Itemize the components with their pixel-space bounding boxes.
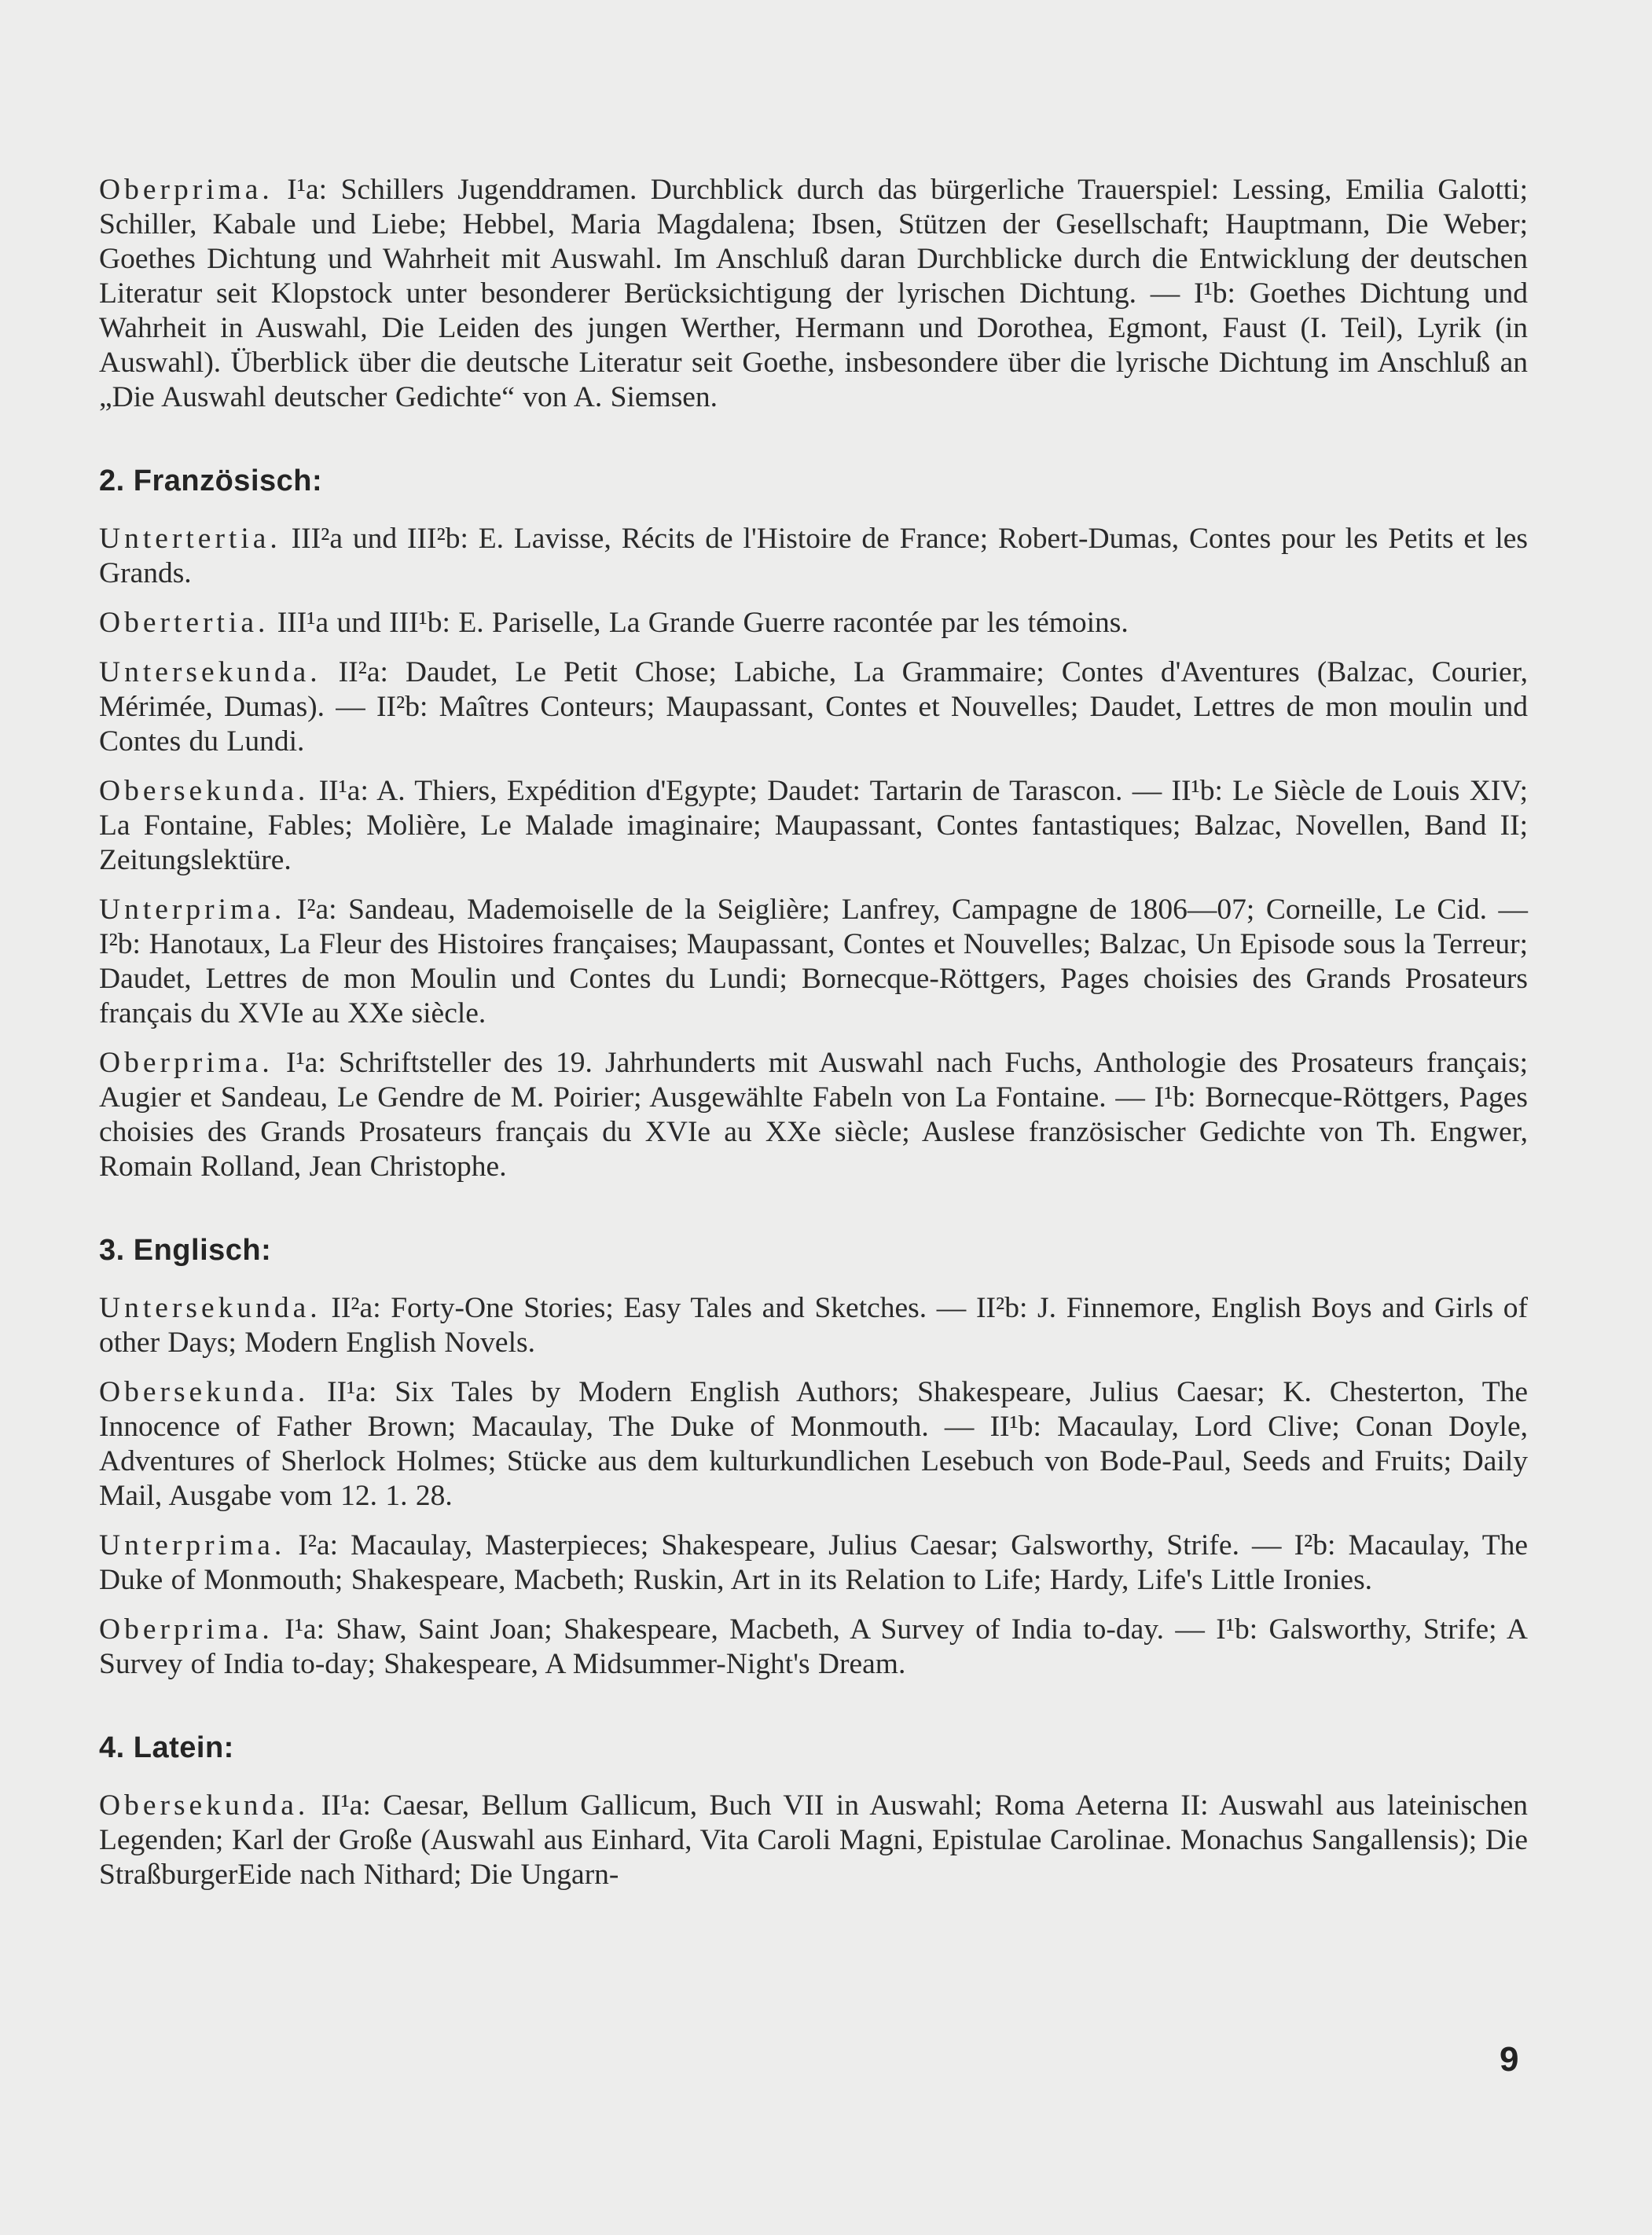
section-latein xyxy=(99,1730,1528,1892)
franz-untertertia-paragraph xyxy=(99,522,1528,591)
section-franzoesisch xyxy=(99,464,1528,1184)
reading-list-text: III²a und III²b: E. Lavisse, Récits de l'Histoire de France; Robert-Dumas, Contes pour les Petits et les Grands. xyxy=(99,523,1529,589)
reading-list-text: I¹a: Schillers Jugenddramen. Durchblick durch das bürgerliche Trauerspiel: Lessing, Emilia Galotti; Schiller, Kabale und Liebe; Hebbel, Maria Magdalena; Ibsen, Stützen der Gesellschaft; Hauptmann, Die Weber; Goethes Dichtung und Wahrheit mit Auswahl. Im Anschluß daran Durchblicke durch die Entwicklung der deutschen Literatur seit Klopstock unter besonderer Berücksichtigung der lyrischen Dichtung. — I¹b: Goethes Dichtung und Wahrheit in Auswahl, Die Leiden des jungen Werther, Hermann und Dorothea, Egmont, Faust (I. Teil), Lyrik (in Auswahl). Überblick über die deutsche Literatur seit Goethe, insbesondere über die lyrische Dichtung im Anschluß an „Die Auswahl deutscher Gedichte“ von A. Siemsen. xyxy=(99,174,1529,413)
class-level-label: Obersekunda. xyxy=(99,1376,310,1408)
section-heading: 4. Latein: xyxy=(99,1731,234,1764)
engl-obersekunda-paragraph xyxy=(99,1375,1528,1514)
franz-oberprima-paragraph xyxy=(99,1046,1528,1184)
page-content xyxy=(99,173,1528,1892)
franz-unterprima-paragraph xyxy=(99,893,1528,1031)
class-level-label: Untertertia. xyxy=(99,523,281,555)
class-level-label: Unterprima. xyxy=(99,1529,286,1562)
reading-list-text: II²a: Forty-One Stories; Easy Tales and Sketches. — II²b: J. Finnemore, English Boys and Girls of other Days; Modern English Novels. xyxy=(99,1292,1529,1359)
reading-list-text: I²a: Sandeau, Mademoiselle de la Seiglière; Lanfrey, Campagne de 1806—07; Corneille, Le Cid. — I²b: Hanotaux, La Fleur des Histoires françaises; Maupassant, Contes et Nouvelles; Balzac, Un Episode sous la Terreur; Daudet, Lettres de mon Moulin und Contes du Lundi; Bornecque-Röttgers, Pages choisies des Grands Prosateurs français du XVIe au XXe siècle. xyxy=(99,894,1528,1029)
class-level-label: Untersekunda. xyxy=(99,656,321,688)
reading-list-text: III¹a und III¹b: E. Pariselle, La Grande Guerre racontée par les témoins. xyxy=(277,607,1129,639)
class-level-label: Obersekunda. xyxy=(99,775,310,807)
latein-obersekunda-paragraph xyxy=(99,1789,1528,1892)
franz-obersekunda-paragraph xyxy=(99,774,1528,878)
franz-obertertia-paragraph xyxy=(99,606,1528,640)
engl-unterprima-paragraph xyxy=(99,1529,1528,1598)
class-level-label: Obertertia. xyxy=(99,607,270,639)
engl-untersekunda-paragraph xyxy=(99,1291,1528,1360)
class-level-label: Obersekunda. xyxy=(99,1789,310,1822)
deutsch-oberprima-paragraph xyxy=(99,173,1528,415)
section-heading: 3. Englisch: xyxy=(99,1234,272,1267)
engl-oberprima-paragraph xyxy=(99,1613,1528,1682)
page-number: 9 xyxy=(1500,2040,1519,2079)
section-heading: 2. Französisch: xyxy=(99,464,323,497)
reading-list-text: I¹a: Shaw, Saint Joan; Shakespeare, Macbeth, A Survey of India to-day. — I¹b: Galsworthy, Strife; A Survey of India to-day; Shakespeare, A Midsummer-Night's Dream. xyxy=(99,1613,1528,1680)
class-level-label: Oberprima. xyxy=(99,1047,273,1079)
class-level-label: Unterprima. xyxy=(99,894,286,926)
reading-list-text: I²a: Macaulay, Masterpieces; Shakespeare, Julius Caesar; Galsworthy, Strife. — I²b: Macaulay, The Duke of Monmouth; Shakespeare, Macbeth; Ruskin, Art in its Relation to Life; Hardy, Life's Little Ironies. xyxy=(99,1529,1529,1596)
class-level-label: Untersekunda. xyxy=(99,1292,321,1324)
reading-list-text: II²a: Daudet, Le Petit Chose; Labiche, La Grammaire; Contes d'Aventures (Balzac, Courier, Mérimée, Dumas). — II²b: Maîtres Conteurs; Maupassant, Contes et Nouvelles; Daudet, Lettres de mon moulin und Contes du Lundi. xyxy=(99,656,1529,758)
class-level-label: Oberprima. xyxy=(99,1613,273,1646)
franz-untersekunda-paragraph xyxy=(99,655,1528,759)
section-englisch xyxy=(99,1233,1528,1682)
reading-list-text: II¹a: A. Thiers, Expédition d'Egypte; Daudet: Tartarin de Tarascon. — II¹b: Le Siècle de Louis XIV; La Fontaine, Fables; Molière, Le Malade imaginaire; Maupassant, Contes fantastiques; Balzac, Novellen, Band II; Zeitungslektüre. xyxy=(99,775,1528,876)
reading-list-text: II¹a: Six Tales by Modern English Authors; Shakespeare, Julius Caesar; K. Chesterton, The Innocence of Father Brown; Macaulay, The Duke of Monmouth. — II¹b: Macaulay, Lord Clive; Conan Doyle, Adventures of Sherlock Holmes; Stücke aus dem kulturkundlichen Lesebuch von Bode-Paul, Seeds and Fruits; Daily Mail, Ausgabe vom 12. 1. 28. xyxy=(99,1376,1529,1512)
reading-list-text: II¹a: Caesar, Bellum Gallicum, Buch VII in Auswahl; Roma Aeterna II: Auswahl aus lateinischen Legenden; Karl der Große (Auswahl aus Einhard, Vita Caroli Magni, Epistulae Carolinae. Monachus Sangallensis); Die StraßburgerEide nach Nithard; Die Ungarn- xyxy=(99,1789,1528,1891)
class-level-label: Oberprima. xyxy=(99,174,273,206)
reading-list-text: I¹a: Schriftsteller des 19. Jahrhunderts mit Auswahl nach Fuchs, Anthologie des Prosateurs français; Augier et Sandeau, Le Gendre de M. Poirier; Ausgewählte Fabeln von La Fontaine. — I¹b: Bornecque-Röttgers, Pages choisies des Grands Prosateurs français du XVIe au XXe siècle; Auslese französischer Gedichte von Th. Engwer, Romain Rolland, Jean Christophe. xyxy=(99,1047,1528,1183)
